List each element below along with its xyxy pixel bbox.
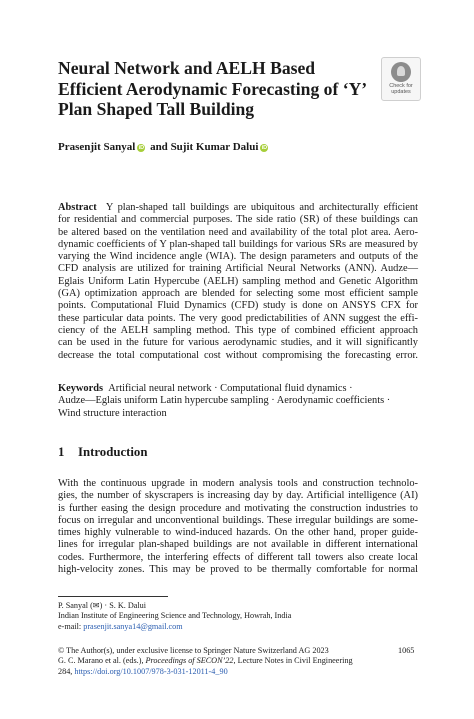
body-line: high-velocity zones. This may be proved to be thermally comfortable for normal (58, 564, 418, 576)
body-line: gies, the number of skyscrapers is increasing day by day. Artificial intelligence (AI) (58, 490, 418, 502)
keywords-line: Wind structure interaction (58, 407, 167, 419)
keywords-line (58, 383, 418, 395)
proceedings-title: Proceedings of SECON’22 (145, 656, 234, 666)
introduction-body (58, 478, 418, 576)
abstract-line: (GA) optimization approach are blended for selecting some most efficient sample (58, 288, 418, 300)
doi-line (58, 667, 418, 677)
footnote (58, 601, 418, 632)
author-conjunction: and (150, 141, 168, 153)
bookmark-icon (391, 62, 411, 82)
body-line: codes. Furthermore, the interfering effects of different tall towers also create local (58, 551, 418, 563)
badge-text-2: updates (391, 89, 411, 95)
body-line: With the continuous upgrade in modern analysis tools and construction technolo- (58, 478, 418, 489)
abstract-line: these particular data points. The very good predictabilities of ANN suggest the effi- (58, 312, 418, 324)
abstract-line: Eglais Uniform Latin Hypercube (AELH) sampling method and Genetic Algorithm (58, 275, 418, 287)
abstract-line: varying the Wind incidence angle (WIA). The design parameters and outputs of the (58, 251, 418, 263)
abstract-text: Y plan-shaped tall buildings are ubiquitous and architecturally efficient (105, 202, 418, 213)
volume-number: 284, (58, 666, 73, 676)
copyright-block (58, 646, 418, 677)
abstract-line: decrease the total computational cost without compromising the forecasting error. (58, 349, 418, 361)
abstract-block (58, 202, 418, 362)
footnote-affiliation: Indian Institute of Engineering Science and Technology, Howrah, India (58, 611, 292, 621)
abstract-line: CFD analysis are utilized for training Artificial Neural Networks (ANN). Audze— (58, 263, 418, 275)
citation-editors: G. C. Marano et al. (eds.), (58, 656, 144, 666)
author-list (58, 141, 270, 153)
series-name: , Lecture Notes in Civil Engineering (233, 656, 353, 666)
page-number: 1065 (398, 646, 415, 655)
title-line: Plan Shaped Tall Building (58, 99, 255, 119)
keywords-label: Keywords (58, 383, 104, 394)
email-label: e-mail: (58, 621, 82, 631)
abstract-line: dynamic coefficients of Y plan-shaped tall buildings for various SRs are measured by (58, 238, 418, 250)
abstract-line: points. Computational Fluid Dynamics (CFD) study is done on ANSYS CFX for (58, 300, 418, 312)
citation-line (58, 656, 418, 666)
abstract-line: can be used in the future for various aerodynamic studies, and it will significantly (58, 337, 418, 349)
orcid-icon[interactable]: iD (138, 145, 145, 151)
abstract-line: for residential and commercial purposes. The side ratio (SR) of these buildings can (58, 214, 418, 226)
keywords-block (58, 383, 418, 420)
abstract-line: ciency of the AELH sampling method. This type of combined efficient approach (58, 324, 418, 336)
abstract-line (58, 202, 418, 214)
badge-text-1: Check for (389, 83, 413, 89)
paper-title (58, 58, 388, 120)
keywords-text: Artificial neural network · Computational fluid dynamics · (108, 383, 353, 394)
section-heading (58, 445, 147, 460)
author-name: Sujit Kumar Dalui (170, 141, 259, 153)
abstract-line: be altered based on the ventilation need and availability of the total plot area. Aero- (58, 226, 418, 238)
email-link[interactable]: prasenjit.sanya14@gmail.com (83, 621, 183, 631)
title-line: Neural Network and AELH Based (58, 58, 316, 78)
abstract-label: Abstract (58, 202, 97, 213)
title-line: Efficient Aerodynamic Forecasting of ‘Y’ (58, 78, 368, 99)
footnote-divider (58, 596, 168, 597)
copyright-line: © The Author(s), under exclusive license to Springer Nature Switzerland AG 2023 (58, 646, 329, 655)
author-name: Prasenjit Sanyal (58, 141, 136, 153)
section-title: Introduction (78, 445, 148, 459)
doi-link[interactable]: https://doi.org/10.1007/978-3-031-12011-4_90 (74, 666, 228, 676)
section-number: 1 (58, 445, 65, 459)
footnote-authors: P. Sanyal (✉) · S. K. Dalui (58, 601, 147, 610)
body-line: lines for irregular plan-shaped buildings are not available in different international (58, 539, 418, 551)
check-for-updates-badge[interactable] (381, 57, 421, 101)
keywords-line: Audze—Eglais uniform Latin hypercube sampling · Aerodynamic coefficients · (58, 395, 391, 407)
body-line: focus on irregular and unconventional buildings. These irregular buildings are some- (58, 514, 418, 526)
body-line: is further easing the design procedure and motivating the construction industries to (58, 502, 418, 514)
body-line: times highly vulnerable to wind-induced hazards. On the other hand, proper guide- (58, 527, 418, 539)
footnote-email-line (58, 622, 418, 632)
orcid-icon[interactable]: iD (261, 145, 268, 151)
